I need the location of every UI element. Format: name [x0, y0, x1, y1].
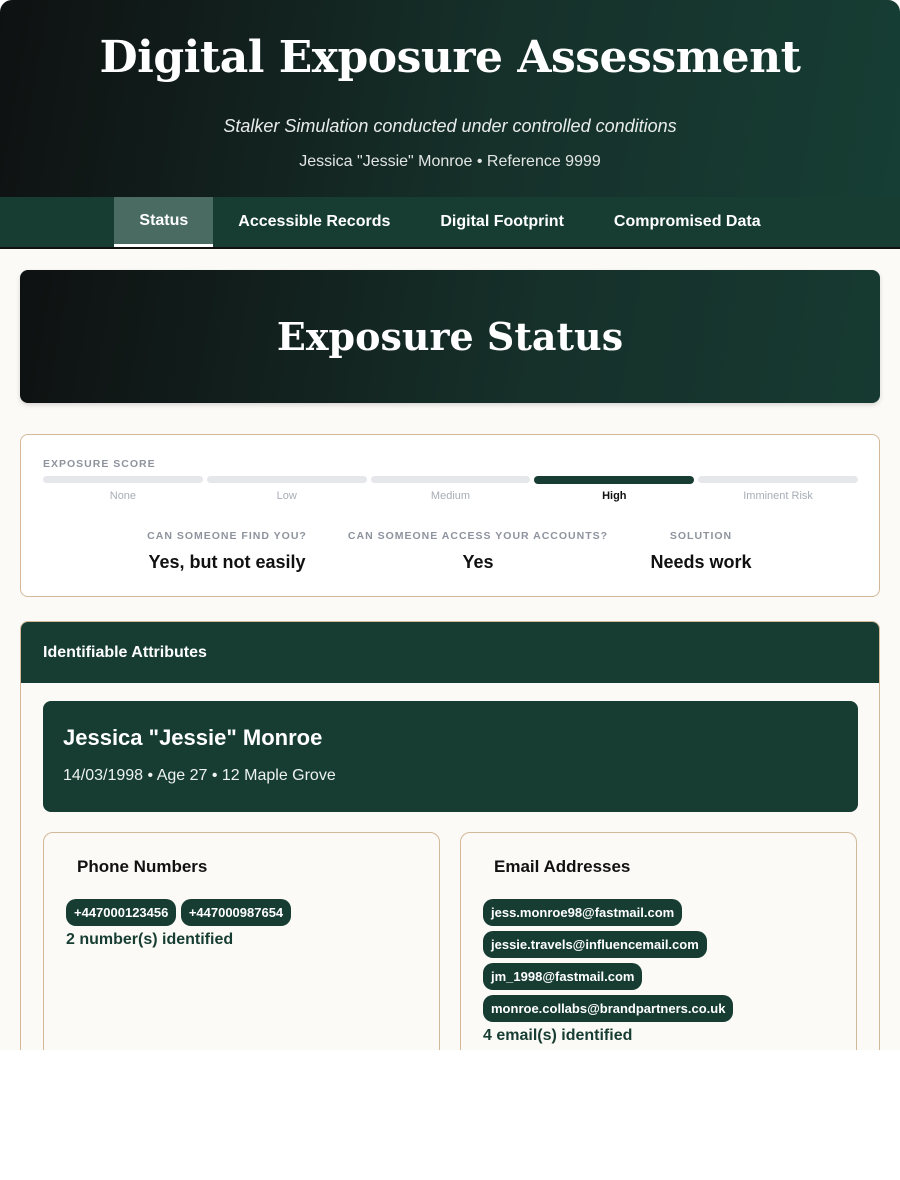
- scale-label: Imminent Risk: [743, 490, 813, 502]
- question-answer: Needs work: [650, 552, 752, 572]
- scale-label: None: [109, 490, 137, 502]
- email-chip[interactable]: monroe.collabs@brandpartners.co.uk: [483, 995, 733, 1022]
- tab-status[interactable]: Status: [114, 197, 213, 247]
- scale-segment-low: [207, 476, 367, 502]
- question-access-accounts: [343, 530, 613, 573]
- profile-details: 14/03/1998 • Age 27 • 12 Maple Grove: [63, 767, 336, 784]
- question-label: CAN SOMEONE FIND YOU?: [147, 530, 307, 542]
- scale-bar: [371, 476, 531, 483]
- email-addresses-title: Email Addresses: [494, 857, 631, 876]
- exposure-score-card: [20, 434, 880, 597]
- exposure-status-title: Exposure Status: [276, 314, 624, 359]
- page-title: Digital Exposure Assessment: [99, 32, 801, 83]
- scale-bar: [207, 476, 367, 483]
- scale-bar: [698, 476, 858, 483]
- phone-count: 2 number(s) identified: [66, 931, 234, 948]
- exposure-score-label: EXPOSURE SCORE: [43, 458, 156, 470]
- question-answer: Yes: [462, 552, 494, 572]
- scale-segment-medium: [371, 476, 531, 502]
- email-chip[interactable]: jm_1998@fastmail.com: [483, 963, 642, 990]
- phone-numbers-list: [66, 899, 419, 949]
- tab-digital-footprint[interactable]: Digital Footprint: [440, 213, 564, 230]
- question-solution: [631, 530, 771, 573]
- exposure-scale: [43, 476, 858, 502]
- scale-label-active: High: [602, 490, 627, 502]
- scale-segment-high: [534, 476, 694, 502]
- scale-label: Medium: [430, 490, 471, 502]
- identifiable-attributes-title: Identifiable Attributes: [21, 622, 879, 683]
- email-addresses-card: [460, 832, 857, 1050]
- phone-chip[interactable]: +447000123456: [66, 899, 176, 926]
- scale-segment-imminent-risk: [698, 476, 858, 502]
- reference-line: Jessica "Jessie" Monroe • Reference 9999: [299, 153, 601, 170]
- tab-compromised-data[interactable]: Compromised Data: [613, 213, 761, 230]
- identifiable-attributes-card: [20, 621, 880, 1050]
- email-count: 4 email(s) identified: [483, 1027, 633, 1044]
- scale-label: Low: [276, 490, 297, 502]
- phone-chip[interactable]: +447000987654: [181, 899, 291, 926]
- tab-accessible-records[interactable]: Accessible Records: [238, 213, 391, 230]
- report-header: [0, 0, 900, 197]
- question-answer: Yes, but not easily: [148, 552, 306, 572]
- phone-numbers-title: Phone Numbers: [77, 857, 208, 876]
- question-label: CAN SOMEONE ACCESS YOUR ACCOUNTS?: [347, 530, 609, 542]
- email-chip[interactable]: jess.monroe98@fastmail.com: [483, 899, 682, 926]
- email-addresses-list: [483, 899, 836, 1045]
- email-chip[interactable]: jessie.travels@influencemail.com: [483, 931, 707, 958]
- phone-numbers-card: [43, 832, 440, 1050]
- exposure-status-banner: [20, 270, 880, 403]
- scale-bar: [43, 476, 203, 483]
- tab-bar: [0, 197, 900, 249]
- page-subtitle: Stalker Simulation conducted under controlled conditions: [223, 116, 677, 136]
- profile-summary: [43, 701, 858, 812]
- scale-bar-active: [534, 476, 694, 484]
- question-label: SOLUTION: [669, 530, 733, 542]
- question-find-you: [139, 530, 315, 573]
- scale-segment-none: [43, 476, 203, 502]
- profile-name: Jessica "Jessie" Monroe: [63, 725, 323, 750]
